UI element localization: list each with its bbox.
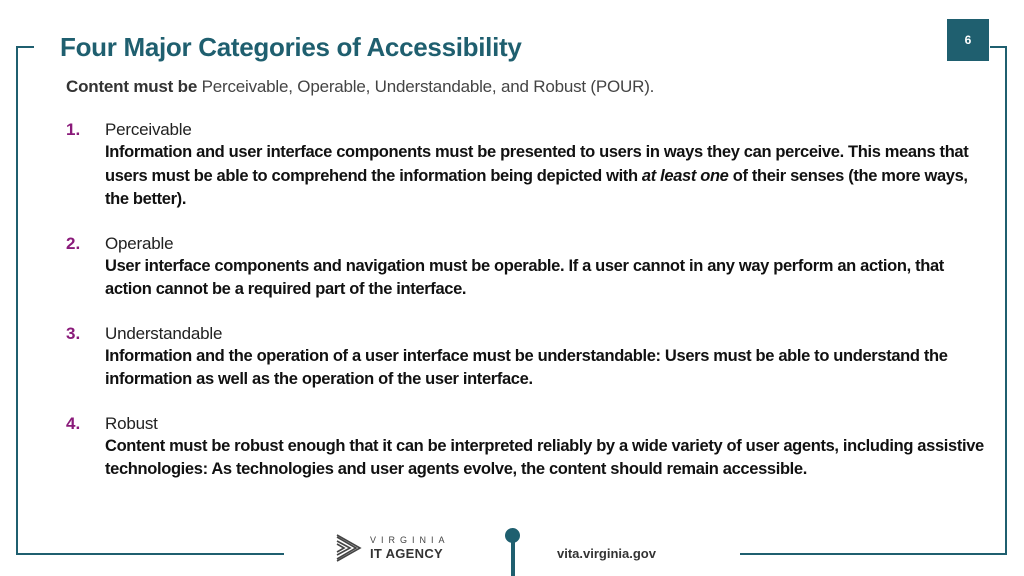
item-body (105, 322, 986, 392)
item-name: Robust (105, 413, 158, 433)
frame-left-border (16, 46, 18, 555)
list-item-robust (66, 412, 986, 482)
frame-bottom-left-border (16, 553, 284, 555)
frame-top-right-border (990, 46, 1007, 48)
item-description-emphasis: at least one (641, 166, 729, 185)
item-description: Content must be robust enough that it can be interpreted reliably by a wide variety of user agents, including assistive technologies: As technologies and user agents evolve, the content should remain accessible. (105, 436, 984, 478)
frame-right-border (1005, 46, 1007, 555)
chevron-stripes-logo-icon (336, 533, 362, 563)
logo-agency-text: IT AGENCY (370, 546, 444, 561)
item-name: Perceivable (105, 120, 192, 139)
pin-divider-dot (505, 528, 520, 543)
logo-virginia-text: VIRGINIA (370, 535, 450, 545)
item-body (105, 118, 986, 212)
item-description (105, 141, 986, 212)
item-name: Operable (105, 233, 174, 253)
vita-logo (336, 533, 450, 563)
page-number-badge: 6 (947, 19, 989, 61)
page-title: Four Major Categories of Accessibility (60, 32, 522, 62)
item-number: 4. (66, 413, 81, 433)
list-item-perceivable (66, 118, 986, 212)
frame-top-left-border (16, 46, 34, 48)
item-description-part: of their senses (the more ways, the better). (105, 166, 968, 208)
list-item-understandable (66, 322, 986, 392)
item-name: Understandable (105, 323, 223, 343)
item-number: 2. (66, 233, 81, 253)
item-description: User interface components and navigation must be operable. If a user cannot in any way perform an action, that action cannot be a required part of the interface. (105, 256, 944, 298)
item-description: Information and the operation of a user interface must be understandable: Users must be able to understand the information as well as the operation of the user interface. (105, 346, 948, 388)
list-item-operable (66, 232, 986, 302)
footer-url: vita.virginia.gov (557, 546, 656, 561)
subtitle (66, 77, 654, 97)
subtitle-rest: Perceivable, Operable, Understandable, and Robust (POUR). (197, 77, 655, 96)
pour-list (66, 118, 986, 502)
item-description-part: Information and user interface components must be presented to users in ways they can perceive. This means that users must be able to comprehend the information being depicted with (105, 143, 969, 185)
item-body (105, 412, 986, 482)
subtitle-lead: Content must be (66, 77, 198, 96)
logo-text (370, 536, 450, 560)
frame-bottom-right-border (740, 553, 1007, 555)
item-number: 3. (66, 323, 81, 343)
item-body (105, 232, 986, 302)
item-number: 1. (66, 120, 81, 139)
